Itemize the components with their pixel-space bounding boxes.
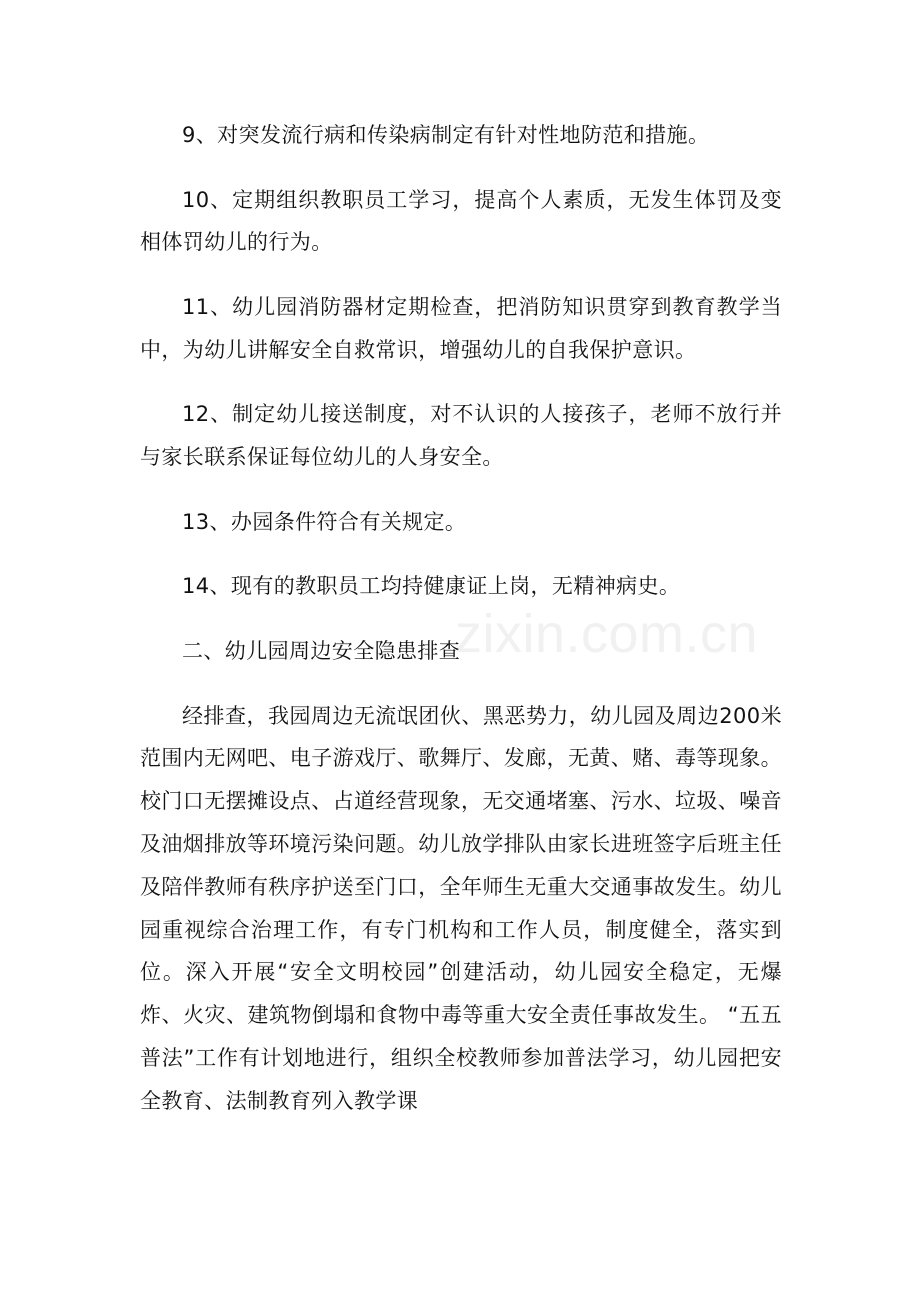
list-item-9: 9、对突发流行病和传染病制定有针对性地防范和措施。	[182, 123, 710, 147]
list-item-14: 14、现有的教职员工均持健康证上岗，无精神病史。	[182, 574, 681, 599]
watermark: zixin.com.cn	[455, 604, 759, 664]
document-body	[140, 114, 782, 1123]
list-item-13: 13、办园条件符合有关规定。	[182, 509, 467, 534]
section-heading: 二、幼儿园周边安全隐患排查	[182, 638, 461, 663]
list-item-12: 12、制定幼儿接送制度，对不认识的人接孩子，老师不放行并与家长联系保证每位幼儿的人身安全。	[140, 402, 782, 470]
body-paragraph: 经排查，我园周边无流氓团伙、黑恶势力，幼儿园及周边200米范围内无网吧、电子游戏厅、歌舞厅、发廊，无黄、赌、毒等现象。校门口无摆摊设点、占道经营现象，无交通堵塞、污水、垃圾、噪音及油烟排放等环境污染问题。幼儿放学排队由家长进班签字后班主任及陪伴教师有秩序护送至门口，全年师生无重大交通事故发生。幼儿园重视综合治理工作，有专门机构和工作人员，制度健全，落实到位。深入开展“安全文明校园”创建活动，幼儿园安全稳定，无爆炸、火灾、建筑物倒塌和食物中毒等重大安全责任事故发生。 “五五普法”工作有计划地进行，组织全校教师参加普法学习，幼儿园把安全教育、法制教育列入教学课	[140, 703, 782, 1113]
list-item-11: 11、幼儿园消防器材定期检查，把消防知识贯穿到教育教学当中，为幼儿讲解安全自救常识，增强幼儿的自我保护意识。	[140, 294, 782, 362]
list-item-10: 10、定期组织教职员工学习，提高个人素质，无发生体罚及变相体罚幼儿的行为。	[140, 187, 782, 255]
